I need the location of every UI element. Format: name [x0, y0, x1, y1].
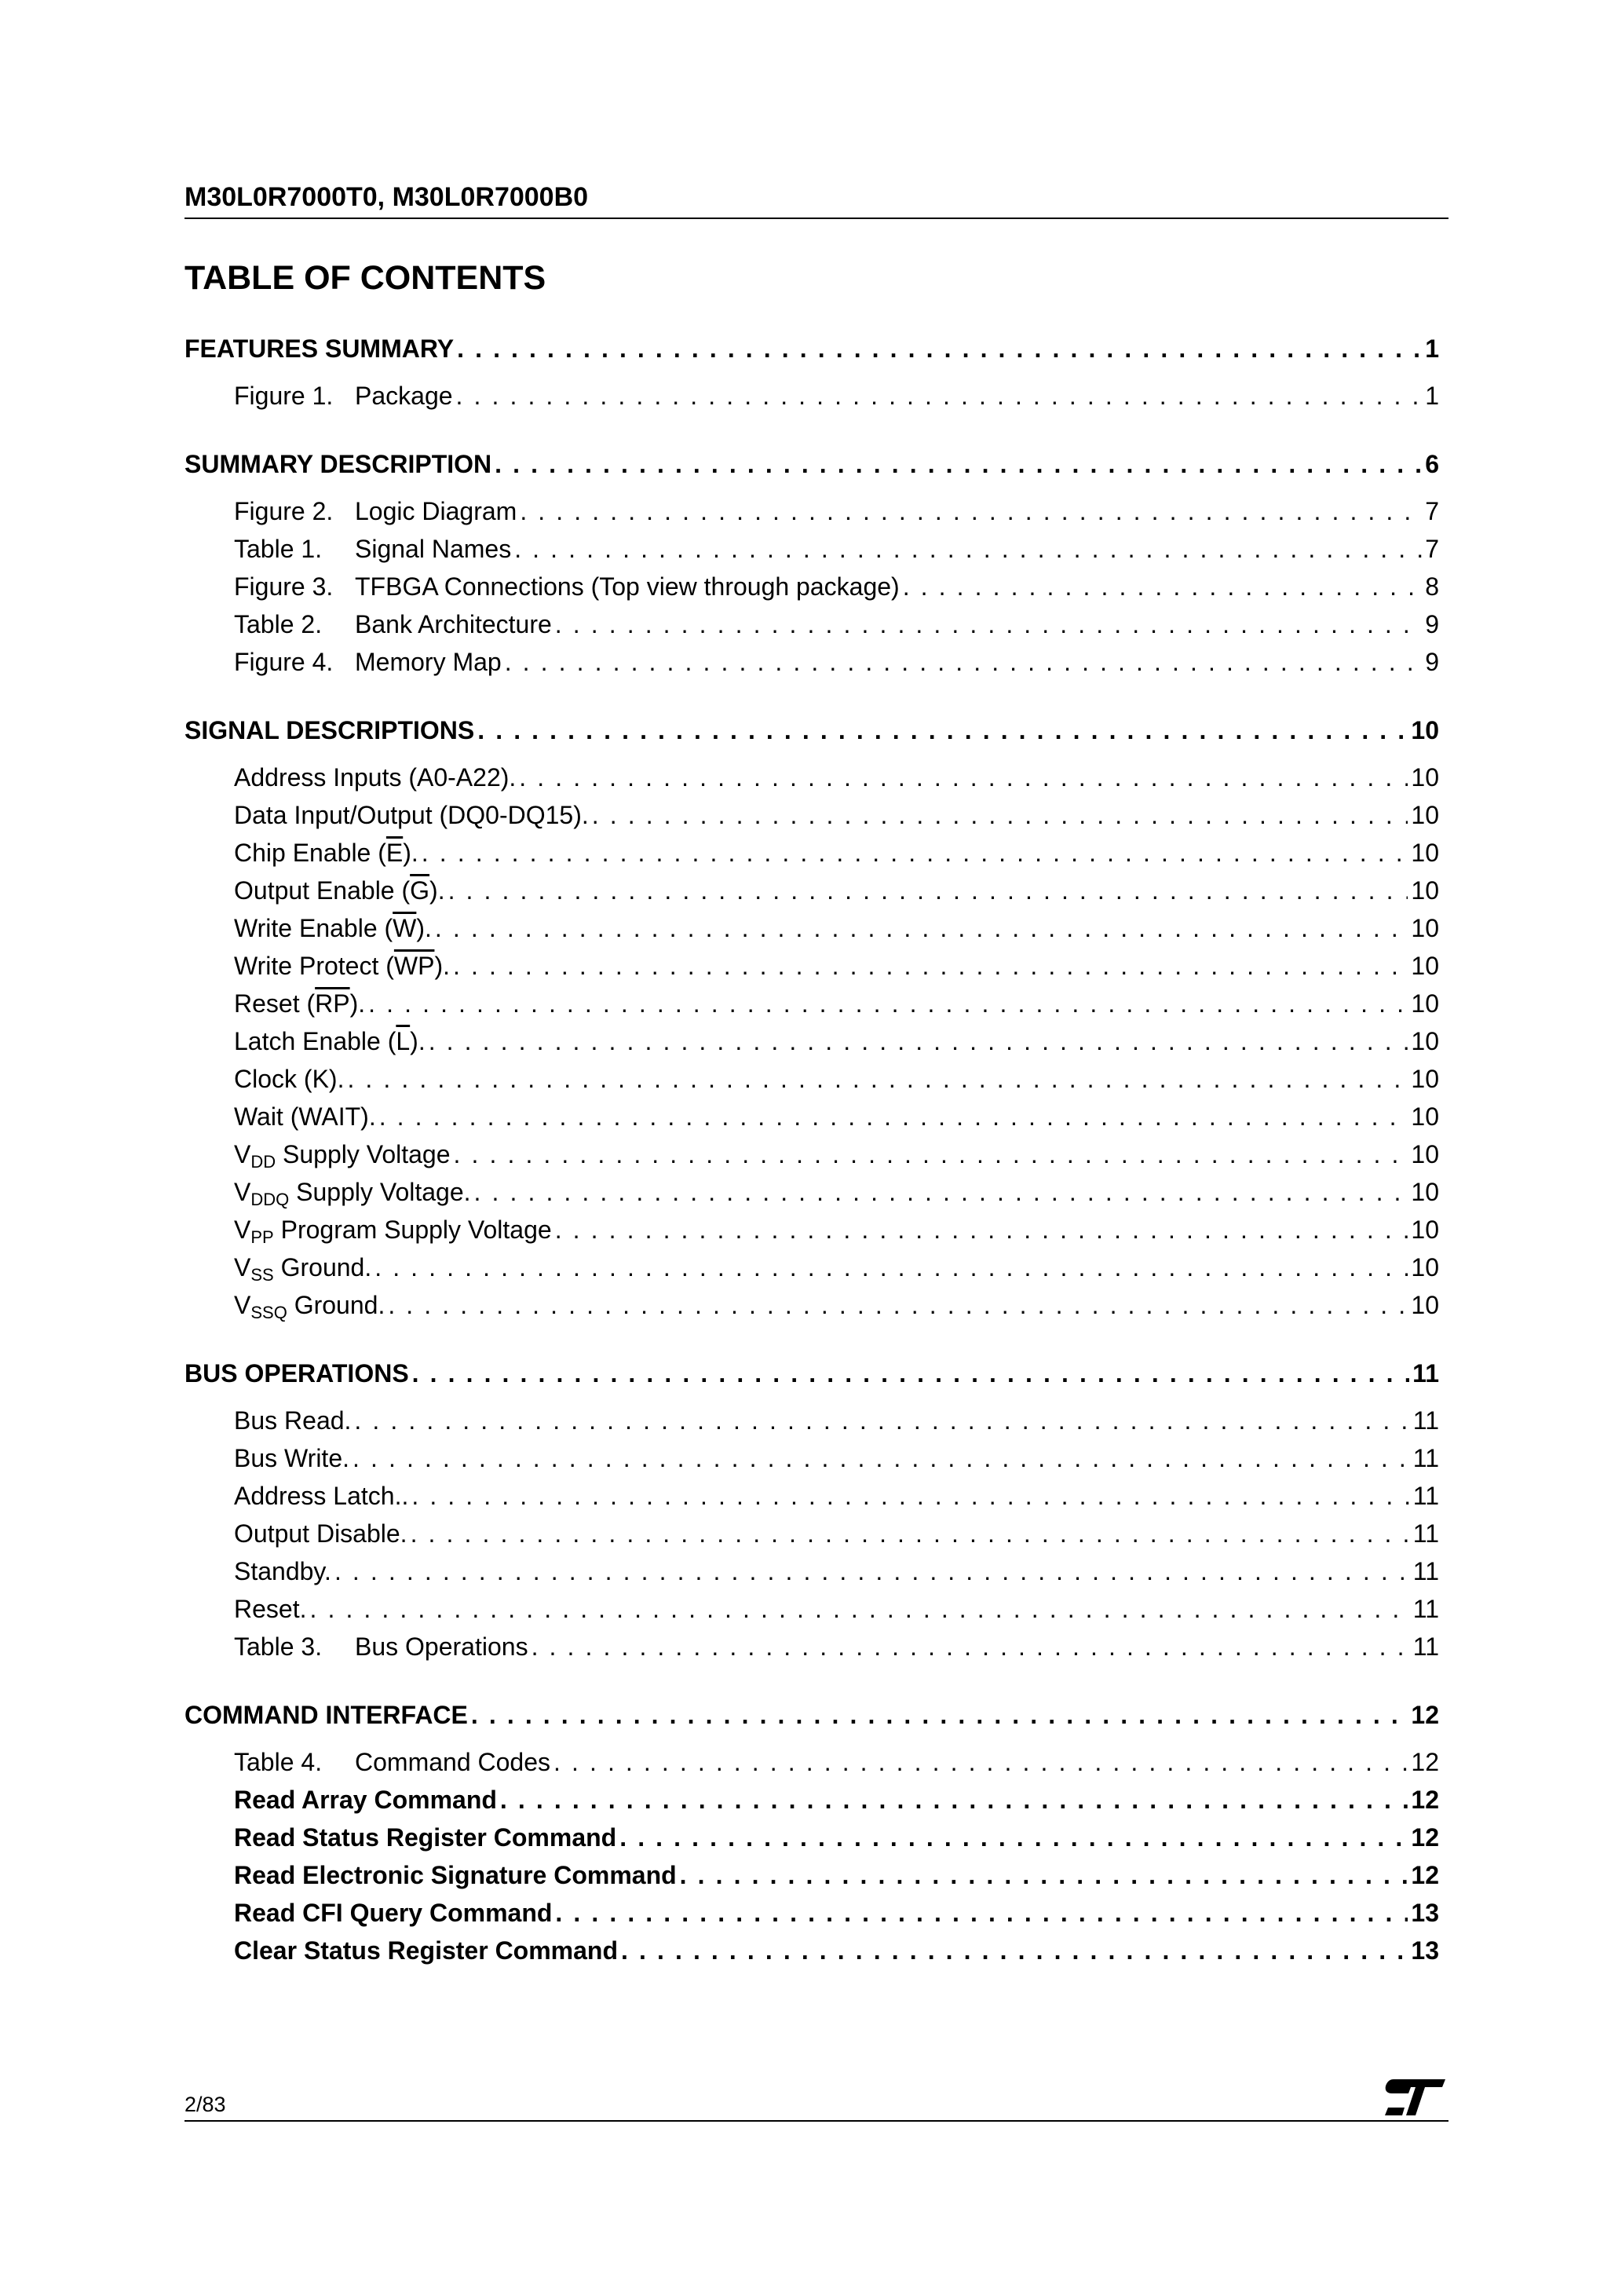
- toc-page-number: 10: [1411, 1027, 1439, 1055]
- toc-entry-title: [355, 1743, 550, 1781]
- dot-leader: [555, 605, 1422, 643]
- active-low-signal: $\overline{E}$: [385, 839, 404, 867]
- toc-page-number: 11: [1412, 1557, 1439, 1585]
- dot-leader: [505, 643, 1423, 681]
- dot-leader: [374, 1249, 1408, 1286]
- toc-page-number: 9: [1425, 648, 1439, 676]
- toc-entry-text: Clear Status Register Command: [234, 1936, 619, 1965]
- toc-entry-text: Output Enable (: [234, 876, 411, 905]
- toc-entry-title: [234, 1781, 497, 1819]
- dot-leader: [368, 985, 1408, 1022]
- dot-leader: [477, 711, 1408, 749]
- toc-page-number: 10: [1411, 1065, 1439, 1093]
- toc-entry[interactable]: [184, 568, 1439, 605]
- toc-entry[interactable]: [184, 1552, 1439, 1590]
- toc-page-number: 7: [1425, 497, 1439, 525]
- toc-entry[interactable]: [184, 1932, 1439, 1969]
- toc-entry-text: Signal Names: [355, 535, 512, 563]
- toc-entry-prefix: Figure 3.: [234, 572, 334, 601]
- dot-leader: [388, 1286, 1408, 1324]
- toc-entry-text: Read Array Command: [234, 1786, 497, 1814]
- toc-entry-text: V: [234, 1216, 251, 1244]
- toc-entry-text: V: [234, 1140, 251, 1168]
- toc-entry[interactable]: [184, 1743, 1439, 1781]
- page-indicator: 2/83: [184, 2093, 226, 2116]
- toc-entry-prefix: Table 1.: [234, 535, 323, 563]
- toc-page-number: 8: [1425, 572, 1439, 601]
- toc-entry[interactable]: [184, 1060, 1439, 1098]
- toc-entry-text: Address Inputs (A0-A22).: [234, 763, 517, 792]
- toc-page-number: 6: [1425, 450, 1439, 478]
- dot-leader: [621, 1932, 1408, 1969]
- toc-entry-text: Bus Write.: [234, 1444, 349, 1472]
- toc-entry-text: Standby.: [234, 1557, 331, 1585]
- toc-page-number: 10: [1411, 716, 1439, 744]
- toc-section-heading[interactable]: [184, 330, 1439, 367]
- active-low-signal: $\overline{RP}$: [315, 989, 350, 1018]
- toc-entry[interactable]: [184, 1135, 1439, 1173]
- toc-page-number: 10: [1411, 952, 1439, 980]
- dot-leader: [532, 1628, 1410, 1665]
- toc-entry[interactable]: [184, 605, 1439, 643]
- toc-entry-title: [234, 834, 418, 872]
- st-logo-icon: [1383, 2078, 1448, 2117]
- toc-section: [184, 711, 1439, 1324]
- toc-page-number: 12: [1411, 1823, 1439, 1852]
- dot-leader: [412, 1355, 1410, 1392]
- toc-section-heading[interactable]: [184, 445, 1439, 483]
- toc-section: [184, 330, 1439, 415]
- toc-entry-prefix: Figure 1.: [234, 382, 334, 410]
- toc-entry-prefix: Figure 2.: [234, 497, 334, 525]
- toc-page-number: 12: [1411, 1861, 1439, 1889]
- toc-entry-title: [234, 1552, 331, 1590]
- toc-section: [184, 445, 1439, 681]
- dot-leader: [903, 568, 1423, 605]
- toc-section-heading[interactable]: [184, 711, 1439, 749]
- toc-page-number: 12: [1411, 1748, 1439, 1776]
- toc-section-title: FEATURES SUMMARY: [184, 335, 455, 363]
- dot-leader: [354, 1402, 1409, 1439]
- dot-leader: [592, 796, 1408, 834]
- toc-entry-text: Command Codes: [355, 1748, 550, 1776]
- toc-entry[interactable]: [184, 1098, 1439, 1135]
- toc-entry-text: Clock (K).: [234, 1065, 345, 1093]
- toc-entry-title: [234, 985, 365, 1022]
- toc-entry-text: ).: [403, 839, 418, 867]
- subscript-text: SSQ: [250, 1303, 287, 1322]
- toc-entry[interactable]: [184, 1590, 1439, 1628]
- toc-entry-text: ).: [429, 876, 445, 905]
- toc-entry[interactable]: [184, 1022, 1439, 1060]
- toc-entry[interactable]: [184, 643, 1439, 681]
- toc-entry-title: [355, 492, 517, 530]
- dot-leader: [454, 1135, 1408, 1173]
- toc-entry-text: Chip Enable (: [234, 839, 386, 867]
- toc-entry-title: [234, 1060, 344, 1098]
- toc-entry-text: Ground.: [273, 1253, 372, 1281]
- active-low-signal: $\overline{G}$: [410, 876, 430, 905]
- toc-entry-text: Data Input/Output (DQ0-DQ15).: [234, 801, 589, 829]
- dot-leader: [457, 330, 1422, 367]
- toc-entry-title: [234, 947, 450, 985]
- page-footer: [184, 2073, 1448, 2122]
- dot-leader: [353, 1439, 1410, 1477]
- toc-entry[interactable]: [184, 1402, 1439, 1439]
- toc-page-number: 11: [1412, 1482, 1439, 1510]
- dot-leader: [553, 1743, 1408, 1781]
- toc-page-number: 10: [1411, 1178, 1439, 1206]
- toc-entry[interactable]: [184, 1477, 1439, 1515]
- part-numbers: M30L0R7000T0, M30L0R7000B0: [184, 182, 589, 212]
- toc-entry-title: [234, 1402, 351, 1439]
- toc-entry[interactable]: [184, 796, 1439, 834]
- toc-page-number: 11: [1412, 1595, 1439, 1623]
- dot-leader: [619, 1819, 1408, 1856]
- toc-entry-title: [234, 1856, 677, 1894]
- toc-entry-text: ).: [349, 989, 366, 1018]
- dot-leader: [514, 530, 1422, 568]
- toc-page-number: 10: [1411, 876, 1439, 905]
- toc-entry[interactable]: [184, 1628, 1439, 1665]
- toc-section-heading[interactable]: [184, 1355, 1439, 1392]
- toc-section-heading[interactable]: [184, 1696, 1439, 1734]
- active-low-signal: $\overline{L}$: [396, 1027, 411, 1055]
- toc-entry-text: Write Protect (: [234, 952, 394, 980]
- toc-section: [184, 1696, 1439, 1969]
- dot-leader: [519, 759, 1408, 796]
- toc-page-number: 12: [1411, 1786, 1439, 1814]
- dot-leader: [471, 1696, 1408, 1734]
- toc-entry-text: TFBGA Connections (Top view through package): [355, 572, 900, 601]
- toc-entry-text: Reset.: [234, 1595, 307, 1623]
- toc-entry-title: [355, 1628, 528, 1665]
- dot-leader: [555, 1211, 1408, 1249]
- toc-section-title: BUS OPERATIONS: [184, 1359, 409, 1387]
- toc-entry[interactable]: [184, 872, 1439, 909]
- toc-entry-title: [234, 1098, 376, 1135]
- toc-page-number: 7: [1425, 535, 1439, 563]
- dot-leader: [334, 1552, 1410, 1590]
- dot-leader: [347, 1060, 1408, 1098]
- toc-entry[interactable]: [184, 1173, 1439, 1211]
- subscript-text: SS: [250, 1265, 274, 1285]
- dot-leader: [453, 947, 1408, 985]
- toc-title: TABLE OF CONTENTS: [184, 259, 546, 297]
- toc-page-number: 10: [1411, 801, 1439, 829]
- dot-leader: [555, 1894, 1408, 1932]
- toc-section-title: COMMAND INTERFACE: [184, 1701, 468, 1729]
- toc-entry[interactable]: [184, 985, 1439, 1022]
- toc-entry-text: Ground.: [287, 1291, 385, 1319]
- toc-entry-title: [234, 1894, 552, 1932]
- toc-page-number: 1: [1425, 382, 1439, 410]
- dot-leader: [495, 445, 1422, 483]
- toc-entry-title: [234, 1439, 349, 1477]
- toc-entry-text: ).: [434, 952, 450, 980]
- toc-page-number: 12: [1411, 1701, 1439, 1729]
- document-header: [184, 182, 1448, 219]
- dot-leader: [411, 1477, 1409, 1515]
- toc-page-number: 10: [1411, 1216, 1439, 1244]
- toc-entry[interactable]: [184, 377, 1439, 415]
- toc-entry-title: [234, 1286, 385, 1332]
- toc-entry-text: V: [234, 1178, 251, 1206]
- dot-leader: [435, 909, 1408, 947]
- toc-entry-text: ).: [416, 914, 432, 942]
- dot-leader: [520, 492, 1422, 530]
- toc-section: [184, 1355, 1439, 1665]
- toc-page-number: 10: [1411, 839, 1439, 867]
- toc-entry-title: [355, 530, 511, 568]
- toc-entry-prefix: Table 4.: [234, 1748, 323, 1776]
- toc-page-number: 11: [1412, 1406, 1439, 1435]
- toc-entry[interactable]: [184, 1515, 1439, 1552]
- toc-entry-text: Logic Diagram: [355, 497, 517, 525]
- toc-section-title: SUMMARY DESCRIPTION: [184, 450, 492, 478]
- toc-page-number: 13: [1411, 1899, 1439, 1927]
- active-low-signal: $\overline{W}$: [393, 914, 417, 942]
- dot-leader: [422, 834, 1408, 872]
- toc-entry-text: Read CFI Query Command: [234, 1899, 553, 1927]
- toc-page-number: 9: [1425, 610, 1439, 638]
- toc-entry-text: Output Disable.: [234, 1519, 407, 1548]
- toc-entry-title: [234, 909, 432, 947]
- subscript-text: PP: [250, 1227, 274, 1247]
- toc-entry[interactable]: [184, 947, 1439, 985]
- dot-leader: [429, 1022, 1408, 1060]
- toc-entry[interactable]: [184, 1894, 1439, 1932]
- toc-entry[interactable]: [184, 1439, 1439, 1477]
- toc-entry-text: Read Status Register Command: [234, 1823, 617, 1852]
- toc-entry-text: Reset (: [234, 989, 316, 1018]
- toc-entry[interactable]: [184, 1819, 1439, 1856]
- toc-page-number: 11: [1412, 1519, 1439, 1548]
- toc-page-number: 10: [1411, 914, 1439, 942]
- toc-entry-title: [234, 872, 445, 909]
- toc-entry-text: Wait (WAIT).: [234, 1102, 376, 1131]
- toc-section-title: SIGNAL DESCRIPTIONS: [184, 716, 475, 744]
- toc-page-number: 10: [1411, 1102, 1439, 1131]
- toc-entry-title: [234, 1932, 618, 1969]
- toc-entry-text: Supply Voltage: [276, 1140, 451, 1168]
- toc-page-number: 13: [1411, 1936, 1439, 1965]
- toc-entry[interactable]: [184, 909, 1439, 947]
- document-page: [184, 0, 1448, 2296]
- toc-entry-title: [355, 568, 900, 605]
- toc-page-number: 1: [1425, 335, 1439, 363]
- toc-entry[interactable]: [184, 759, 1439, 796]
- toc-entry-prefix: Figure 4.: [234, 648, 334, 676]
- toc-entry-title: [355, 377, 453, 415]
- toc-entry-text: Write Enable (: [234, 914, 393, 942]
- active-low-signal: $\overline{WP}$: [393, 952, 435, 980]
- toc-entry-text: Program Supply Voltage: [273, 1216, 552, 1244]
- table-of-contents: [184, 330, 1439, 1969]
- toc-entry[interactable]: [184, 492, 1439, 530]
- toc-entry-title: [234, 1022, 426, 1060]
- dot-leader: [309, 1590, 1409, 1628]
- toc-entry-prefix: Table 2.: [234, 610, 323, 638]
- toc-entry-text: Bank Architecture: [355, 610, 552, 638]
- dot-leader: [456, 377, 1423, 415]
- toc-page-number: 11: [1412, 1359, 1439, 1387]
- toc-entry-text: Bus Operations: [355, 1632, 528, 1661]
- dot-leader: [474, 1173, 1408, 1211]
- toc-entry-text: Package: [355, 382, 453, 410]
- toc-entry-prefix: Table 3.: [234, 1632, 323, 1661]
- toc-entry-title: [355, 643, 502, 681]
- dot-leader: [500, 1781, 1408, 1819]
- toc-entry-title: [355, 605, 552, 643]
- toc-entry-text: Memory Map: [355, 648, 502, 676]
- toc-entry[interactable]: [184, 1211, 1439, 1249]
- toc-page-number: 11: [1412, 1632, 1439, 1661]
- dot-leader: [680, 1856, 1408, 1894]
- toc-entry-title: [234, 1590, 306, 1628]
- toc-page-number: 10: [1411, 1291, 1439, 1319]
- toc-entry[interactable]: [184, 1856, 1439, 1894]
- toc-page-number: 11: [1412, 1444, 1439, 1472]
- toc-entry[interactable]: [184, 834, 1439, 872]
- toc-entry-text: Bus Read.: [234, 1406, 352, 1435]
- toc-entry-title: [234, 1515, 407, 1552]
- subscript-text: DD: [250, 1152, 276, 1172]
- toc-entry-title: [234, 1477, 408, 1515]
- toc-entry-text: V: [234, 1253, 251, 1281]
- toc-entry-title: [234, 796, 589, 834]
- toc-entry-text: Address Latch..: [234, 1482, 409, 1510]
- dot-leader: [448, 872, 1408, 909]
- toc-entry-text: V: [234, 1291, 251, 1319]
- dot-leader: [379, 1098, 1408, 1135]
- toc-page-number: 10: [1411, 1140, 1439, 1168]
- toc-entry-text: Read Electronic Signature Command: [234, 1861, 677, 1889]
- toc-entry-text: Supply Voltage.: [289, 1178, 471, 1206]
- toc-page-number: 10: [1411, 989, 1439, 1018]
- toc-entry-text: Latch Enable (: [234, 1027, 396, 1055]
- toc-entry-title: [234, 1819, 616, 1856]
- toc-entry-title: [234, 759, 516, 796]
- toc-page-number: 10: [1411, 1253, 1439, 1281]
- toc-page-number: 10: [1411, 763, 1439, 792]
- dot-leader: [411, 1515, 1410, 1552]
- toc-entry-text: ).: [410, 1027, 426, 1055]
- toc-entry[interactable]: [184, 1781, 1439, 1819]
- toc-entry[interactable]: [184, 530, 1439, 568]
- subscript-text: DDQ: [250, 1190, 290, 1209]
- toc-entry[interactable]: [184, 1286, 1439, 1324]
